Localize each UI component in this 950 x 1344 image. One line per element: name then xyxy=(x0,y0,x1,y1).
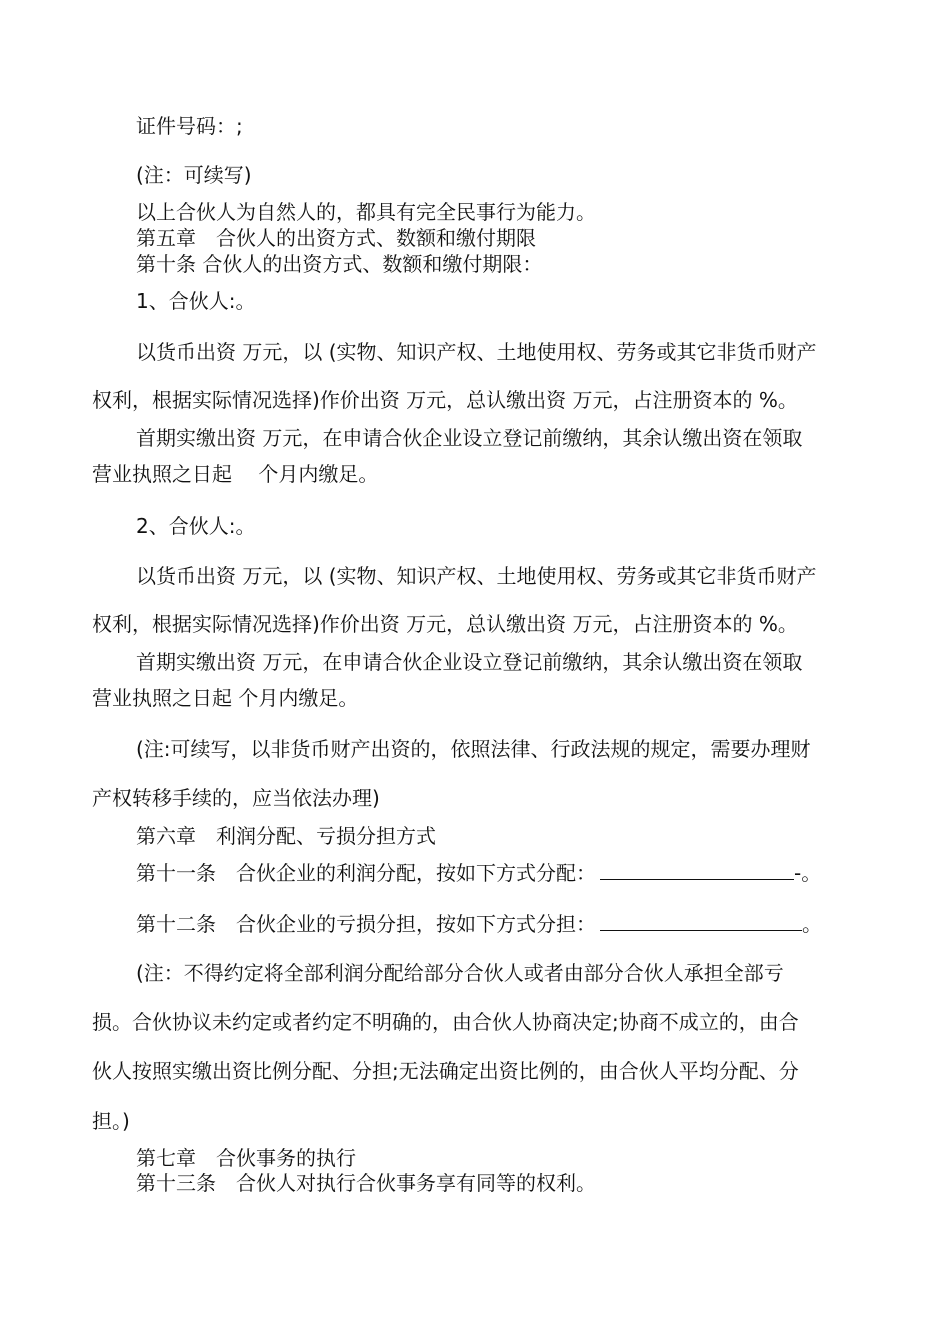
id-number-line: 证件号码：; xyxy=(136,114,243,138)
note-profit-line-4: 担。) xyxy=(92,1109,130,1133)
note-non-monetary-line-1: (注:可续写，以非货币财产出资的，依照法律、行政法规的规定，需要办理财 xyxy=(136,737,811,761)
note-profit-line-3: 伙人按照实缴出资比例分配、分担;无法确定出资比例的，由合伙人平均分配、分 xyxy=(92,1059,799,1083)
partner-2-contribution-line-2: 权利，根据实际情况选择)作价出资 万元，总认缴出资 万元，占注册资本的 %。 xyxy=(92,612,798,636)
partner-2-payment-line-2: 营业执照之日起 个月内缴足。 xyxy=(92,686,359,710)
note-profit-line-1: (注：不得约定将全部利润分配给部分合伙人或者由部分合伙人承担全部亏 xyxy=(136,961,784,985)
capacity-statement: 以上合伙人为自然人的，都具有完全民事行为能力。 xyxy=(136,200,596,224)
partner-1-payment-line-1: 首期实缴出资 万元，在申请合伙企业设立登记前缴纳，其余认缴出资在领取 xyxy=(136,426,803,450)
article-12-line xyxy=(136,910,822,937)
loss-sharing-blank[interactable] xyxy=(600,910,802,931)
article-11-end: -。 xyxy=(794,861,822,885)
note-continue: (注：可续写) xyxy=(136,163,252,187)
article-11-text: 第十一条 合伙企业的利润分配，按如下方式分配： xyxy=(136,861,596,885)
article-13-line: 第十三条 合伙人对执行合伙事务享有同等的权利。 xyxy=(136,1171,596,1195)
partner-2-payment-line-1: 首期实缴出资 万元，在申请合伙企业设立登记前缴纳，其余认缴出资在领取 xyxy=(136,650,803,674)
chapter-5-heading: 第五章 合伙人的出资方式、数额和缴付期限 xyxy=(136,226,536,250)
partner-1-contribution-line-1: 以货币出资 万元，以 (实物、知识产权、土地使用权、劳务或其它非货币财产 xyxy=(136,340,817,364)
partner-2-contribution-line-1: 以货币出资 万元，以 (实物、知识产权、土地使用权、劳务或其它非货币财产 xyxy=(136,564,817,588)
note-non-monetary-line-2: 产权转移手续的，应当依法办理) xyxy=(92,786,380,810)
article-11-line xyxy=(136,859,821,886)
partner-1-contribution-line-2: 权利，根据实际情况选择)作价出资 万元，总认缴出资 万元，占注册资本的 %。 xyxy=(92,388,798,412)
article-12-text: 第十二条 合伙企业的亏损分担，按如下方式分担： xyxy=(136,912,596,936)
partner-1-label: 1、合伙人:。 xyxy=(136,289,256,313)
chapter-6-heading: 第六章 利润分配、亏损分担方式 xyxy=(136,824,436,848)
article-10-heading: 第十条 合伙人的出资方式、数额和缴付期限： xyxy=(136,252,543,276)
chapter-7-heading: 第七章 合伙事务的执行 xyxy=(136,1146,356,1170)
note-profit-line-2: 损。合伙协议未约定或者约定不明确的，由合伙人协商决定;协商不成立的，由合 xyxy=(92,1010,799,1034)
article-12-end: 。 xyxy=(802,912,822,936)
partner-2-label: 2、合伙人:。 xyxy=(136,514,256,538)
profit-distribution-blank[interactable] xyxy=(600,859,794,880)
partner-1-payment-line-2: 营业执照之日起 个月内缴足。 xyxy=(92,462,379,486)
